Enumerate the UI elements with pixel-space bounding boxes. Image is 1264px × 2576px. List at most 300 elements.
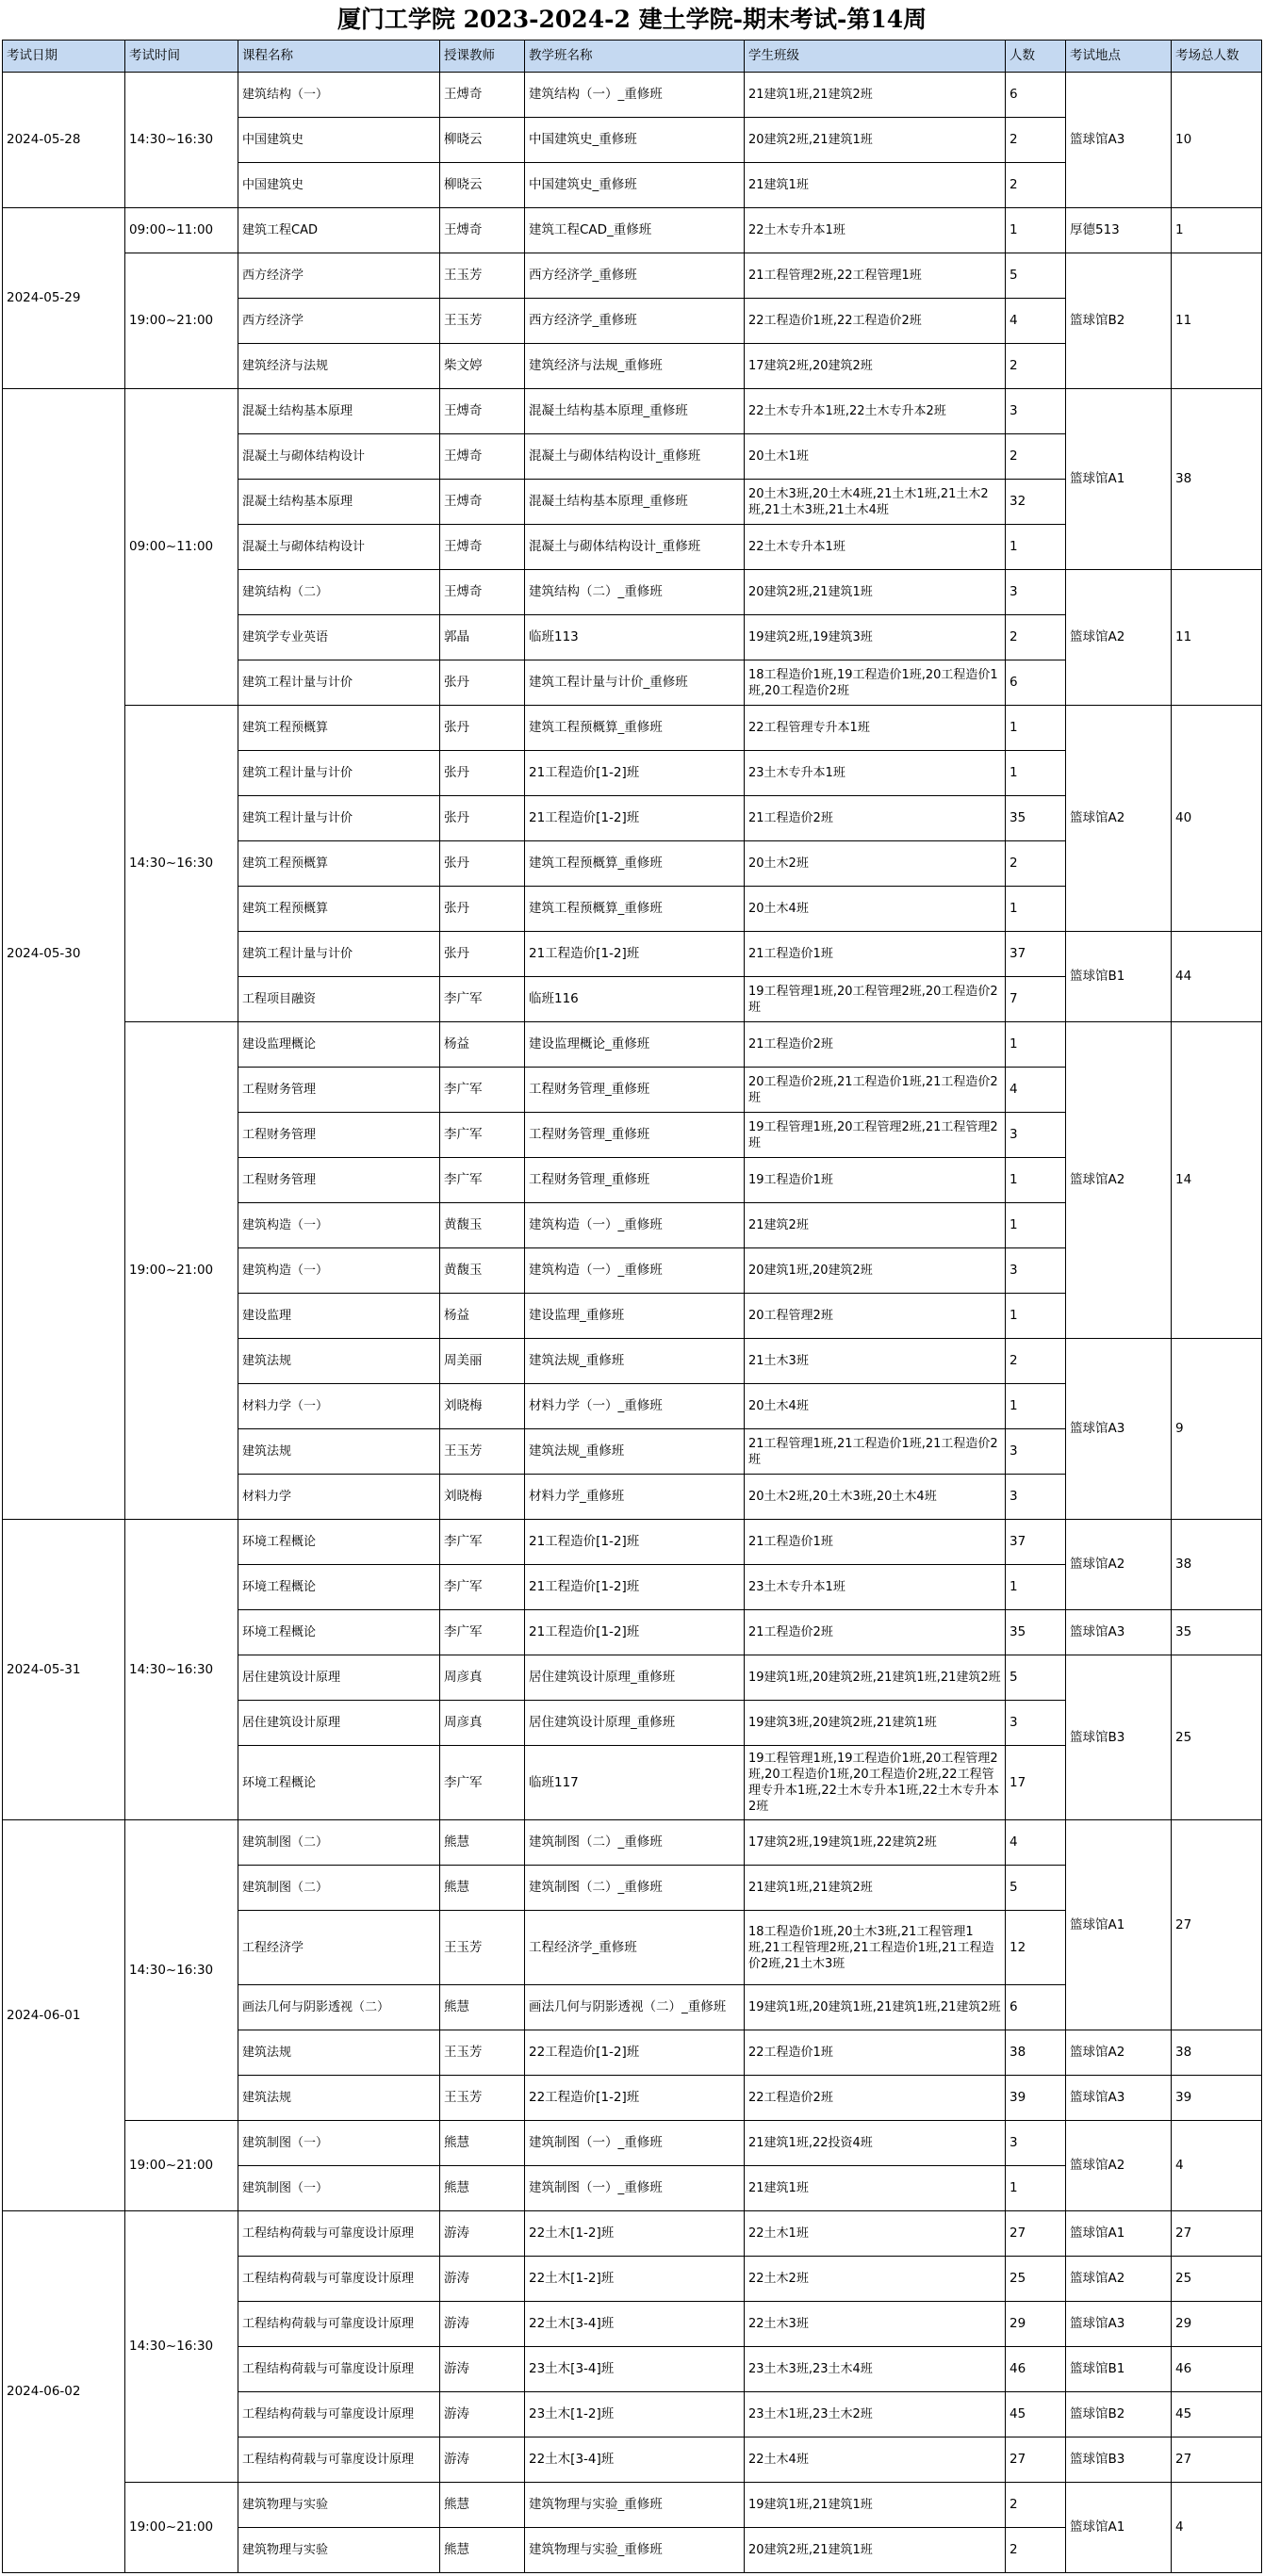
student-count-cell: 1 [1006, 1158, 1066, 1203]
exam-time-cell: 14:30~16:30 [125, 706, 238, 1022]
teaching-class-cell: 22工程造价[1-2]班 [525, 2030, 745, 2076]
student-count-cell: 38 [1006, 2030, 1066, 2076]
teaching-class-cell: 建筑法规_重修班 [525, 1339, 745, 1384]
student-class-cell: 21工程造价2班 [745, 1022, 1006, 1068]
course-name-cell: 工程经济学 [238, 1911, 440, 1985]
teaching-class-cell: 23土木[1-2]班 [525, 2392, 745, 2437]
course-name-cell: 工程结构荷载与可靠度设计原理 [238, 2302, 440, 2347]
course-name-cell: 中国建筑史 [238, 118, 440, 163]
venue-total-cell: 9 [1172, 1339, 1262, 1520]
student-count-cell: 3 [1006, 389, 1066, 434]
student-count-cell: 1 [1006, 1294, 1066, 1339]
teacher-cell: 李广军 [440, 1610, 525, 1655]
student-class-cell: 23土木专升本1班 [745, 751, 1006, 796]
table-row [3, 73, 1262, 118]
teacher-cell: 王玉芳 [440, 253, 525, 299]
header-total: 考场总人数 [1172, 41, 1262, 73]
venue-total-cell: 45 [1172, 2392, 1262, 2437]
student-class-cell: 22土木1班 [745, 2211, 1006, 2257]
teaching-class-cell: 中国建筑史_重修班 [525, 118, 745, 163]
student-count-cell: 2 [1006, 1339, 1066, 1384]
table-body [3, 73, 1262, 2573]
teaching-class-cell: 混凝土结构基本原理_重修班 [525, 480, 745, 525]
student-class-cell: 23土木3班,23土木4班 [745, 2347, 1006, 2392]
teacher-cell: 王煿奇 [440, 570, 525, 615]
teaching-class-cell: 混凝土与砌体结构设计_重修班 [525, 525, 745, 570]
teacher-cell: 游涛 [440, 2302, 525, 2347]
student-count-cell: 1 [1006, 1203, 1066, 1248]
teacher-cell: 李广军 [440, 1113, 525, 1158]
exam-time-cell: 19:00~21:00 [125, 2121, 238, 2211]
table-row [3, 2483, 1262, 2528]
course-name-cell: 建筑经济与法规 [238, 344, 440, 389]
student-count-cell: 1 [1006, 1022, 1066, 1068]
teacher-cell: 柳晓云 [440, 118, 525, 163]
teaching-class-cell: 21工程造价[1-2]班 [525, 751, 745, 796]
teacher-cell: 周彦真 [440, 1701, 525, 1746]
venue-cell: 篮球馆A2 [1066, 1022, 1172, 1339]
teacher-cell: 熊慧 [440, 1866, 525, 1911]
course-name-cell: 建筑学专业英语 [238, 615, 440, 660]
course-name-cell: 建筑结构（一） [238, 73, 440, 118]
teacher-cell: 张丹 [440, 796, 525, 841]
student-count-cell: 25 [1006, 2257, 1066, 2302]
teacher-cell: 杨益 [440, 1294, 525, 1339]
student-count-cell: 6 [1006, 660, 1066, 706]
teacher-cell: 黄馥玉 [440, 1203, 525, 1248]
exam-time-cell: 09:00~11:00 [125, 208, 238, 253]
course-name-cell: 居住建筑设计原理 [238, 1701, 440, 1746]
table-row [3, 1820, 1262, 1866]
student-count-cell: 2 [1006, 841, 1066, 887]
student-count-cell: 5 [1006, 253, 1066, 299]
student-count-cell: 17 [1006, 1746, 1066, 1820]
student-class-cell: 20建筑2班,21建筑1班 [745, 570, 1006, 615]
course-name-cell: 画法几何与阴影透视（二） [238, 1985, 440, 2030]
student-class-cell: 18工程造价1班,20土木3班,21工程管理1班,21工程管理2班,21工程造价1班,21工程造价2班,21土木3班 [745, 1911, 1006, 1985]
student-count-cell: 3 [1006, 2121, 1066, 2166]
student-count-cell: 1 [1006, 1565, 1066, 1610]
student-class-cell: 21工程造价2班 [745, 796, 1006, 841]
student-class-cell: 17建筑2班,19建筑1班,22建筑2班 [745, 1820, 1006, 1866]
venue-cell: 篮球馆B1 [1066, 932, 1172, 1022]
header-course-name: 课程名称 [238, 41, 440, 73]
student-class-cell: 20土木2班 [745, 841, 1006, 887]
venue-cell: 篮球馆A1 [1066, 1820, 1172, 2030]
course-name-cell: 建筑工程预概算 [238, 706, 440, 751]
student-count-cell: 35 [1006, 796, 1066, 841]
teaching-class-cell: 22土木[3-4]班 [525, 2437, 745, 2483]
teacher-cell: 王煿奇 [440, 389, 525, 434]
student-class-cell: 21土木3班 [745, 1339, 1006, 1384]
venue-cell: 篮球馆A3 [1066, 73, 1172, 208]
student-count-cell: 4 [1006, 1820, 1066, 1866]
teacher-cell: 王玉芳 [440, 2030, 525, 2076]
student-count-cell: 39 [1006, 2076, 1066, 2121]
venue-total-cell: 25 [1172, 1655, 1262, 1820]
exam-date-cell: 2024-05-30 [3, 389, 125, 1520]
student-count-cell: 27 [1006, 2211, 1066, 2257]
teaching-class-cell: 建筑构造（一）_重修班 [525, 1203, 745, 1248]
course-name-cell: 建筑法规 [238, 1339, 440, 1384]
venue-total-cell: 38 [1172, 1520, 1262, 1610]
table-row [3, 1022, 1262, 1068]
course-name-cell: 工程结构荷载与可靠度设计原理 [238, 2257, 440, 2302]
student-class-cell: 22土木专升本1班,22土木专升本2班 [745, 389, 1006, 434]
teacher-cell: 李广军 [440, 977, 525, 1022]
teaching-class-cell: 混凝土与砌体结构设计_重修班 [525, 434, 745, 480]
student-class-cell: 21建筑1班 [745, 2166, 1006, 2211]
student-count-cell: 6 [1006, 1985, 1066, 2030]
teaching-class-cell: 建筑工程预概算_重修班 [525, 887, 745, 932]
teaching-class-cell: 画法几何与阴影透视（二）_重修班 [525, 1985, 745, 2030]
teacher-cell: 张丹 [440, 841, 525, 887]
student-class-cell: 22土木专升本1班 [745, 525, 1006, 570]
teacher-cell: 游涛 [440, 2257, 525, 2302]
teaching-class-cell: 22工程造价[1-2]班 [525, 2076, 745, 2121]
student-class-cell: 20土木1班 [745, 434, 1006, 480]
header-teacher: 授课教师 [440, 41, 525, 73]
exam-time-cell: 19:00~21:00 [125, 1022, 238, 1520]
course-name-cell: 材料力学（一） [238, 1384, 440, 1429]
header-count: 人数 [1006, 41, 1066, 73]
student-class-cell: 22工程造价1班,22工程造价2班 [745, 299, 1006, 344]
student-class-cell: 21工程造价1班 [745, 932, 1006, 977]
teaching-class-cell: 工程财务管理_重修班 [525, 1158, 745, 1203]
teacher-cell: 王玉芳 [440, 299, 525, 344]
header-exam-date: 考试日期 [3, 41, 125, 73]
header-row [3, 41, 1262, 73]
course-name-cell: 混凝土结构基本原理 [238, 480, 440, 525]
student-count-cell: 5 [1006, 1866, 1066, 1911]
student-class-cell: 17建筑2班,20建筑2班 [745, 344, 1006, 389]
venue-cell: 篮球馆A1 [1066, 389, 1172, 570]
student-count-cell: 37 [1006, 1520, 1066, 1565]
exam-time-cell: 19:00~21:00 [125, 2483, 238, 2573]
header-exam-time: 考试时间 [125, 41, 238, 73]
student-count-cell: 27 [1006, 2437, 1066, 2483]
teaching-class-cell: 中国建筑史_重修班 [525, 163, 745, 208]
venue-total-cell: 44 [1172, 932, 1262, 1022]
table-row [3, 2121, 1262, 2166]
venue-total-cell: 38 [1172, 2030, 1262, 2076]
venue-total-cell: 40 [1172, 706, 1262, 932]
header-student-class: 学生班级 [745, 41, 1006, 73]
student-count-cell: 2 [1006, 2528, 1066, 2573]
teaching-class-cell: 材料力学（一）_重修班 [525, 1384, 745, 1429]
student-count-cell: 6 [1006, 73, 1066, 118]
teacher-cell: 游涛 [440, 2392, 525, 2437]
student-class-cell: 19工程管理1班,20工程管理2班,21工程管理2班 [745, 1113, 1006, 1158]
teacher-cell: 熊慧 [440, 2166, 525, 2211]
teaching-class-cell: 临班117 [525, 1746, 745, 1820]
course-name-cell: 环境工程概论 [238, 1520, 440, 1565]
teacher-cell: 熊慧 [440, 2483, 525, 2528]
student-class-cell: 20建筑2班,21建筑1班 [745, 118, 1006, 163]
venue-cell: 篮球馆A2 [1066, 2030, 1172, 2076]
teaching-class-cell: 建筑经济与法规_重修班 [525, 344, 745, 389]
teacher-cell: 王玉芳 [440, 1911, 525, 1985]
student-count-cell: 3 [1006, 1701, 1066, 1746]
student-count-cell: 2 [1006, 163, 1066, 208]
student-count-cell: 3 [1006, 1475, 1066, 1520]
student-class-cell: 19工程管理1班,20工程管理2班,20工程造价2班 [745, 977, 1006, 1022]
course-name-cell: 建筑工程CAD [238, 208, 440, 253]
student-class-cell: 21建筑2班 [745, 1203, 1006, 1248]
course-name-cell: 建筑工程预概算 [238, 887, 440, 932]
course-name-cell: 建筑制图（一） [238, 2166, 440, 2211]
student-count-cell: 2 [1006, 615, 1066, 660]
venue-total-cell: 38 [1172, 389, 1262, 570]
student-class-cell: 21建筑1班,21建筑2班 [745, 73, 1006, 118]
course-name-cell: 工程结构荷载与可靠度设计原理 [238, 2392, 440, 2437]
teaching-class-cell: 工程财务管理_重修班 [525, 1068, 745, 1113]
venue-total-cell: 25 [1172, 2257, 1262, 2302]
exam-time-cell: 14:30~16:30 [125, 1820, 238, 2121]
venue-cell: 篮球馆A3 [1066, 2302, 1172, 2347]
teacher-cell: 游涛 [440, 2437, 525, 2483]
teacher-cell: 李广军 [440, 1565, 525, 1610]
teaching-class-cell: 21工程造价[1-2]班 [525, 1610, 745, 1655]
course-name-cell: 建筑制图（二） [238, 1866, 440, 1911]
exam-time-cell: 09:00~11:00 [125, 389, 238, 706]
student-class-cell: 23土木专升本1班 [745, 1565, 1006, 1610]
course-name-cell: 工程项目融资 [238, 977, 440, 1022]
teaching-class-cell: 22土木[3-4]班 [525, 2302, 745, 2347]
teacher-cell: 张丹 [440, 887, 525, 932]
student-class-cell: 19建筑1班,20建筑2班,21建筑1班,21建筑2班 [745, 1655, 1006, 1701]
teaching-class-cell: 建筑工程CAD_重修班 [525, 208, 745, 253]
teaching-class-cell: 混凝土结构基本原理_重修班 [525, 389, 745, 434]
course-name-cell: 混凝土与砌体结构设计 [238, 525, 440, 570]
table-row [3, 253, 1262, 299]
venue-total-cell: 4 [1172, 2121, 1262, 2211]
teaching-class-cell: 临班116 [525, 977, 745, 1022]
venue-total-cell: 11 [1172, 253, 1262, 389]
teaching-class-cell: 22土木[1-2]班 [525, 2211, 745, 2257]
student-count-cell: 3 [1006, 1113, 1066, 1158]
exam-date-cell: 2024-05-31 [3, 1520, 125, 1820]
table-row [3, 2211, 1262, 2257]
teaching-class-cell: 建筑制图（一）_重修班 [525, 2121, 745, 2166]
teaching-class-cell: 22土木[1-2]班 [525, 2257, 745, 2302]
course-name-cell: 建筑制图（一） [238, 2121, 440, 2166]
teaching-class-cell: 21工程造价[1-2]班 [525, 796, 745, 841]
course-name-cell: 建筑工程计量与计价 [238, 751, 440, 796]
course-name-cell: 建设监理概论 [238, 1022, 440, 1068]
teaching-class-cell: 建筑物理与实验_重修班 [525, 2528, 745, 2573]
course-name-cell: 建设监理 [238, 1294, 440, 1339]
student-class-cell: 20土木4班 [745, 1384, 1006, 1429]
course-name-cell: 建筑构造（一） [238, 1203, 440, 1248]
teaching-class-cell: 建筑制图（二）_重修班 [525, 1820, 745, 1866]
table-row [3, 389, 1262, 434]
course-name-cell: 建筑物理与实验 [238, 2483, 440, 2528]
teacher-cell: 张丹 [440, 706, 525, 751]
course-name-cell: 建筑结构（二） [238, 570, 440, 615]
teacher-cell: 王煿奇 [440, 73, 525, 118]
course-name-cell: 工程财务管理 [238, 1068, 440, 1113]
teacher-cell: 黄馥玉 [440, 1248, 525, 1294]
teacher-cell: 王玉芳 [440, 2076, 525, 2121]
exam-time-cell: 14:30~16:30 [125, 73, 238, 208]
student-class-cell: 19建筑1班,20建筑1班,21建筑1班,21建筑2班 [745, 1985, 1006, 2030]
course-name-cell: 工程财务管理 [238, 1158, 440, 1203]
venue-total-cell: 46 [1172, 2347, 1262, 2392]
teacher-cell: 熊慧 [440, 1985, 525, 2030]
student-class-cell: 22土木2班 [745, 2257, 1006, 2302]
teacher-cell: 张丹 [440, 751, 525, 796]
teacher-cell: 李广军 [440, 1520, 525, 1565]
teaching-class-cell: 建筑物理与实验_重修班 [525, 2483, 745, 2528]
course-name-cell: 环境工程概论 [238, 1610, 440, 1655]
course-name-cell: 环境工程概论 [238, 1746, 440, 1820]
student-class-cell: 21工程管理2班,22工程管理1班 [745, 253, 1006, 299]
student-count-cell: 1 [1006, 525, 1066, 570]
student-count-cell: 5 [1006, 1655, 1066, 1701]
student-class-cell: 21工程造价2班 [745, 1610, 1006, 1655]
teacher-cell: 刘晓梅 [440, 1384, 525, 1429]
exam-time-cell: 19:00~21:00 [125, 253, 238, 389]
teaching-class-cell: 建筑构造（一）_重修班 [525, 1248, 745, 1294]
venue-cell: 篮球馆A3 [1066, 1339, 1172, 1520]
teacher-cell: 王煿奇 [440, 434, 525, 480]
student-count-cell: 1 [1006, 1384, 1066, 1429]
student-class-cell: 20土木4班 [745, 887, 1006, 932]
student-count-cell: 1 [1006, 887, 1066, 932]
course-name-cell: 中国建筑史 [238, 163, 440, 208]
student-class-cell: 21建筑1班 [745, 163, 1006, 208]
course-name-cell: 西方经济学 [238, 253, 440, 299]
exam-date-cell: 2024-06-02 [3, 2211, 125, 2573]
student-class-cell: 21工程造价1班 [745, 1520, 1006, 1565]
venue-cell: 篮球馆B1 [1066, 2347, 1172, 2392]
student-count-cell: 1 [1006, 706, 1066, 751]
venue-total-cell: 10 [1172, 73, 1262, 208]
student-count-cell: 12 [1006, 1911, 1066, 1985]
course-name-cell: 混凝土结构基本原理 [238, 389, 440, 434]
student-count-cell: 7 [1006, 977, 1066, 1022]
student-count-cell: 3 [1006, 1429, 1066, 1475]
venue-cell: 篮球馆A2 [1066, 1520, 1172, 1610]
venue-cell: 篮球馆A2 [1066, 2121, 1172, 2211]
venue-cell: 篮球馆A2 [1066, 570, 1172, 706]
course-name-cell: 建筑构造（一） [238, 1248, 440, 1294]
teacher-cell: 李广军 [440, 1158, 525, 1203]
student-class-cell: 20土木3班,20土木4班,21土木1班,21土木2班,21土木3班,21土木4班 [745, 480, 1006, 525]
venue-total-cell: 4 [1172, 2483, 1262, 2573]
table-row [3, 706, 1262, 751]
student-class-cell: 20土木2班,20土木3班,20土木4班 [745, 1475, 1006, 1520]
course-name-cell: 西方经济学 [238, 299, 440, 344]
teacher-cell: 柳晓云 [440, 163, 525, 208]
teaching-class-cell: 西方经济学_重修班 [525, 299, 745, 344]
teacher-cell: 游涛 [440, 2347, 525, 2392]
student-class-cell: 21建筑1班,22投资4班 [745, 2121, 1006, 2166]
teaching-class-cell: 居住建筑设计原理_重修班 [525, 1701, 745, 1746]
student-count-cell: 37 [1006, 932, 1066, 977]
student-class-cell: 22工程造价1班 [745, 2030, 1006, 2076]
teacher-cell: 王煿奇 [440, 208, 525, 253]
course-name-cell: 建筑法规 [238, 2076, 440, 2121]
student-class-cell: 19工程造价1班 [745, 1158, 1006, 1203]
teacher-cell: 王煿奇 [440, 525, 525, 570]
course-name-cell: 建筑工程计量与计价 [238, 796, 440, 841]
student-class-cell: 19建筑2班,19建筑3班 [745, 615, 1006, 660]
exam-schedule-table [2, 40, 1262, 2573]
venue-total-cell: 27 [1172, 1820, 1262, 2030]
venue-cell: 篮球馆B2 [1066, 253, 1172, 389]
venue-total-cell: 27 [1172, 2437, 1262, 2483]
teaching-class-cell: 21工程造价[1-2]班 [525, 1565, 745, 1610]
course-name-cell: 工程结构荷载与可靠度设计原理 [238, 2437, 440, 2483]
venue-total-cell: 11 [1172, 570, 1262, 706]
course-name-cell: 混凝土与砌体结构设计 [238, 434, 440, 480]
teaching-class-cell: 建筑制图（二）_重修班 [525, 1866, 745, 1911]
teacher-cell: 周彦真 [440, 1655, 525, 1701]
course-name-cell: 建筑法规 [238, 2030, 440, 2076]
student-class-cell: 20建筑2班,21建筑1班 [745, 2528, 1006, 2573]
venue-total-cell: 27 [1172, 2211, 1262, 2257]
student-count-cell: 2 [1006, 434, 1066, 480]
teaching-class-cell: 建筑法规_重修班 [525, 1429, 745, 1475]
venue-cell: 篮球馆B3 [1066, 1655, 1172, 1820]
student-class-cell: 21建筑1班,21建筑2班 [745, 1866, 1006, 1911]
teaching-class-cell: 西方经济学_重修班 [525, 253, 745, 299]
venue-cell: 篮球馆A2 [1066, 706, 1172, 932]
course-name-cell: 建筑法规 [238, 1429, 440, 1475]
student-count-cell: 46 [1006, 2347, 1066, 2392]
course-name-cell: 环境工程概论 [238, 1565, 440, 1610]
teaching-class-cell: 建筑工程计量与计价_重修班 [525, 660, 745, 706]
student-class-cell: 22土木3班 [745, 2302, 1006, 2347]
exam-time-cell: 14:30~16:30 [125, 2211, 238, 2483]
teacher-cell: 柴文婷 [440, 344, 525, 389]
student-count-cell: 3 [1006, 1248, 1066, 1294]
teaching-class-cell: 21工程造价[1-2]班 [525, 932, 745, 977]
venue-cell: 篮球馆B2 [1066, 2392, 1172, 2437]
student-count-cell: 1 [1006, 208, 1066, 253]
student-count-cell: 32 [1006, 480, 1066, 525]
venue-cell: 厚德513 [1066, 208, 1172, 253]
venue-cell: 篮球馆B3 [1066, 2437, 1172, 2483]
course-name-cell: 工程结构荷载与可靠度设计原理 [238, 2347, 440, 2392]
teaching-class-cell: 工程财务管理_重修班 [525, 1113, 745, 1158]
teacher-cell: 李广军 [440, 1068, 525, 1113]
exam-date-cell: 2024-05-29 [3, 208, 125, 389]
teacher-cell: 杨益 [440, 1022, 525, 1068]
course-name-cell: 工程财务管理 [238, 1113, 440, 1158]
teaching-class-cell: 建筑结构（一）_重修班 [525, 73, 745, 118]
teacher-cell: 王玉芳 [440, 1429, 525, 1475]
student-class-cell: 19建筑1班,21建筑1班 [745, 2483, 1006, 2528]
venue-cell: 篮球馆A3 [1066, 1610, 1172, 1655]
student-class-cell: 22土木4班 [745, 2437, 1006, 2483]
venue-cell: 篮球馆A3 [1066, 2076, 1172, 2121]
course-name-cell: 建筑工程预概算 [238, 841, 440, 887]
student-class-cell: 21工程管理1班,21工程造价1班,21工程造价2班 [745, 1429, 1006, 1475]
venue-cell: 篮球馆A2 [1066, 2257, 1172, 2302]
student-class-cell: 19工程管理1班,19工程造价1班,20工程管理2班,20工程造价1班,20工程造价2班,22工程管理专升本1班,22土木专升本1班,22土木专升本2班 [745, 1746, 1006, 1820]
teacher-cell: 张丹 [440, 932, 525, 977]
student-count-cell: 1 [1006, 751, 1066, 796]
student-class-cell: 23土木1班,23土木2班 [745, 2392, 1006, 2437]
student-class-cell: 22土木专升本1班 [745, 208, 1006, 253]
student-class-cell: 22工程管理专升本1班 [745, 706, 1006, 751]
student-class-cell: 18工程造价1班,19工程造价1班,20工程造价1班,20工程造价2班 [745, 660, 1006, 706]
course-name-cell: 建筑工程计量与计价 [238, 932, 440, 977]
venue-total-cell: 35 [1172, 1610, 1262, 1655]
